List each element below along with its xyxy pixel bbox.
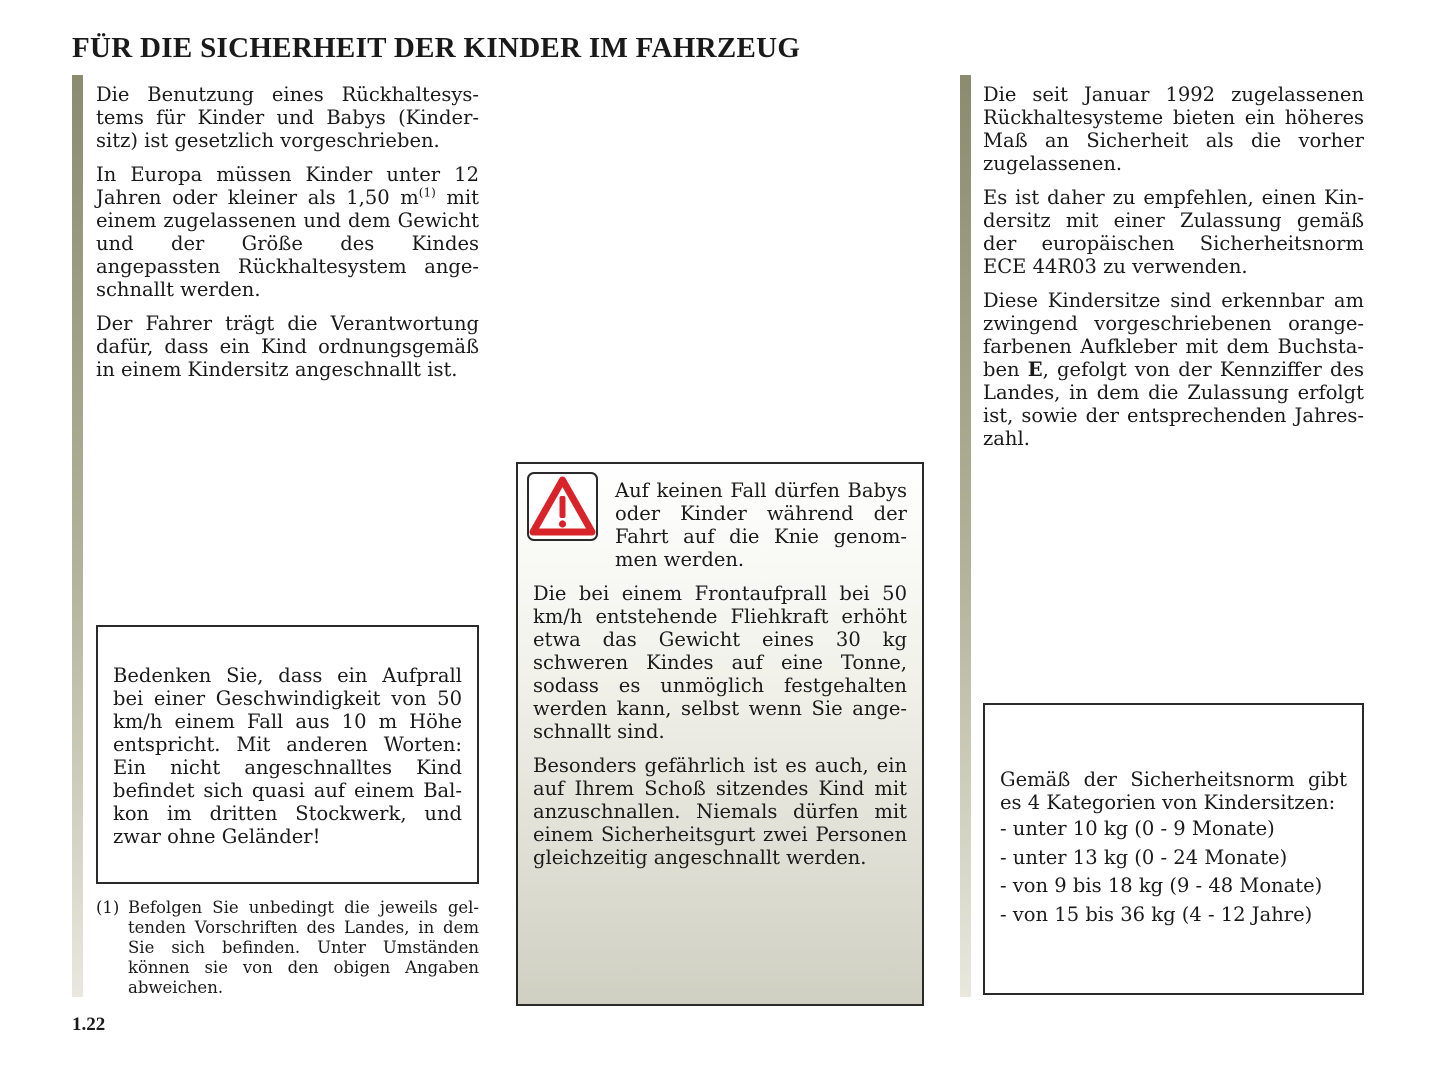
warning-paragraph-1: Auf keinen Fall dürfen Babys oder Kinder während der Fahrt auf die Knie genommen werden.: [615, 479, 907, 571]
warning-box: [516, 462, 924, 1006]
warning-paragraph-3: Besonders gefährlich ist es auch, ein auf Ihrem Schoß sitzendes Kind mit anzuschnallen. Niemals dürfen mit einem Sicherheitsgurt zwei Personen gleichzeitig angeschnallt werden.: [533, 754, 907, 869]
categories-intro: Gemäß der Sicherheitsnorm gibt es 4 Kategorien von Kindersitzen:: [1000, 768, 1347, 814]
impact-notice-box: [96, 625, 479, 884]
left-paragraph-1: Die Benutzung eines Rückhaltesystems für Kinder und Babys (Kindersitz) ist gesetzlich vorgeschrieben.: [96, 83, 479, 152]
warning-paragraph-2: Die bei einem Frontaufprall bei 50 km/h entstehende Fliehkraft erhöht etwa das Gewicht eines 30 kg schweren Kindes auf eine Tonne, sodass es unmöglich festgehalten werden kann, selbst wenn Sie angeschnallt sind.: [533, 582, 907, 743]
warning-body: [533, 582, 907, 869]
right-paragraph-3: Diese Kindersitze sind erkennbar am zwingend vorgeschriebenen orangefarbenen Aufkleber mit dem Buchstaben E, gefolgt von der Kennziffer des Landes, in dem die Zulassung erfolgt ist, sowie der entsprechenden Jahreszahl.: [983, 289, 1364, 450]
footnote-reference: (1): [418, 185, 436, 200]
left-paragraph-3: Der Fahrer trägt die Verantwortung dafür, dass ein Kind ordnungsgemäß in einem Kindersitz angeschnallt ist.: [96, 312, 479, 381]
right-paragraph-1: Die seit Januar 1992 zugelassenen Rückhaltesysteme bieten ein höheres Maß an Sicherheit als die vorher zugelassenen.: [983, 83, 1364, 175]
right-sidebar-bar: [960, 75, 971, 997]
page-title: FÜR DIE SICHERHEIT DER KINDER IM FAHRZEUG: [72, 32, 801, 64]
left-sidebar-bar: [72, 75, 83, 997]
footnote: [96, 898, 479, 998]
categories-box: [983, 703, 1364, 995]
footnote-mark: (1): [96, 898, 120, 917]
right-paragraph-2: Es ist daher zu empfehlen, einen Kindersitz mit einer Zulassung gemäß der europäischen Sicherheitsnorm ECE 44R03 zu verwenden.: [983, 186, 1364, 278]
left-column: [96, 83, 479, 392]
right-column: [983, 83, 1364, 461]
page-number: 1.22: [72, 1014, 106, 1035]
category-item: - unter 13 kg (0 - 24 Monate): [1000, 845, 1288, 869]
left-paragraph-2: In Europa müssen Kinder unter 12 Jahren oder kleiner als 1,50 $m^{(1)}$ mit einem zugelassenen und dem Gewicht und der Größe des Kindes angepassten Rückhaltesystem angeschnallt werden.: [96, 163, 479, 301]
impact-notice-text: Bedenken Sie, dass ein Aufprall bei einer Geschwindigkeit von 50 km/h einem Fall aus 10 m Höhe entspricht. Mit anderen Worten: Ein nicht angeschnalltes Kind befindet sich quasi auf einem Balkon im dritten Stockwerk, und zwar ohne Geländer!: [113, 664, 462, 848]
category-item: - von 9 bis 18 kg (9 - 48 Monate): [1000, 874, 1323, 897]
category-item: - unter 10 kg (0 - 9 Monate): [1000, 817, 1275, 840]
categories-list: [1000, 815, 1347, 929]
footnote-text: Befolgen Sie unbedingt die jeweils geltenden Vorschriften des Landes, in dem Sie sich befinden. Unter Umständen können sie von den obigen Angaben abweichen.: [128, 898, 479, 997]
warning-triangle-icon: [529, 474, 596, 539]
warning-sign: [527, 472, 598, 541]
approval-letter: E: [1027, 358, 1043, 381]
category-item: - von 15 bis 36 kg (4 - 12 Jahre): [1000, 902, 1313, 926]
